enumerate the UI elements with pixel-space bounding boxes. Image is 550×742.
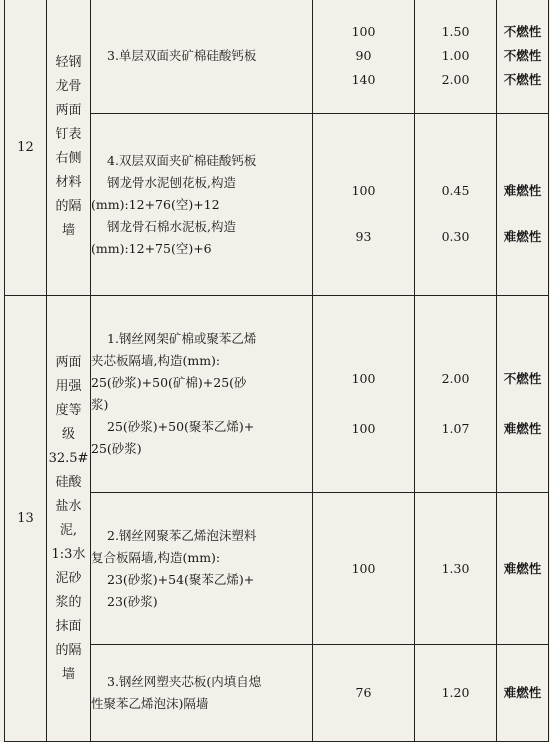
combustion-performance-cell: 难燃性 bbox=[497, 493, 549, 645]
fire-limit-cell: 2.00 1.07 bbox=[415, 296, 497, 493]
fire-limit-cell: 1.30 bbox=[415, 493, 497, 645]
combustion-performance-cell: 难燃性 bbox=[497, 645, 549, 742]
thickness-cell: 76 bbox=[313, 645, 415, 742]
fire-limit-cell: 1.50 1.00 2.00 bbox=[415, 0, 497, 114]
thickness-cell: 100 90 140 bbox=[313, 0, 415, 114]
structure-description: 1.钢丝网架矿棉或聚苯乙烯 夹芯板隔墙,构造(mm): 25(砂浆)+50(矿棉)+25(砂 浆) 25(砂浆)+50(聚苯乙烯)+ 25(砂浆) bbox=[91, 296, 313, 493]
thickness-cell: 100 93 bbox=[313, 114, 415, 296]
row-number: 12 bbox=[5, 0, 47, 296]
structure-description: 2.钢丝网聚苯乙烯泡沫塑料 复合板隔墙,构造(mm): 23(砂浆)+54(聚苯乙烯)+ 23(砂浆) bbox=[91, 493, 313, 645]
thickness-cell: 100 100 bbox=[313, 296, 415, 493]
wall-category: 两面 用强 度等 级 32.5# 硅酸 盐水 泥, 1:3水 泥砂 浆的 抹面 的隔 墙 bbox=[47, 296, 91, 742]
thickness-cell: 100 bbox=[313, 493, 415, 645]
fire-resistance-table bbox=[4, 0, 549, 742]
structure-description: 3.钢丝网塑夹芯板(内填自熄 性聚苯乙烯泡沫)隔墙 bbox=[91, 645, 313, 742]
structure-description: 4.双层双面夹矿棉硅酸钙板 钢龙骨水泥刨花板,构造 (mm):12+76(空)+12 钢龙骨石棉水泥板,构造 (mm):12+75(空)+6 bbox=[91, 114, 313, 296]
combustion-performance-cell: 不燃性 不燃性 不燃性 bbox=[497, 0, 549, 114]
wall-category: 轻钢 龙骨 两面 钉表 右侧 材料 的隔 墙 bbox=[47, 0, 91, 296]
row-number: 13 bbox=[5, 296, 47, 742]
fire-limit-cell: 1.20 bbox=[415, 645, 497, 742]
combustion-performance-cell: 不燃性 难燃性 bbox=[497, 296, 549, 493]
fire-limit-cell: 0.45 0.30 bbox=[415, 114, 497, 296]
table-row bbox=[5, 0, 549, 114]
structure-description: 3.单层双面夹矿棉硅酸钙板 bbox=[91, 0, 313, 114]
table-row bbox=[5, 296, 549, 493]
combustion-performance-cell: 难燃性 难燃性 bbox=[497, 114, 549, 296]
